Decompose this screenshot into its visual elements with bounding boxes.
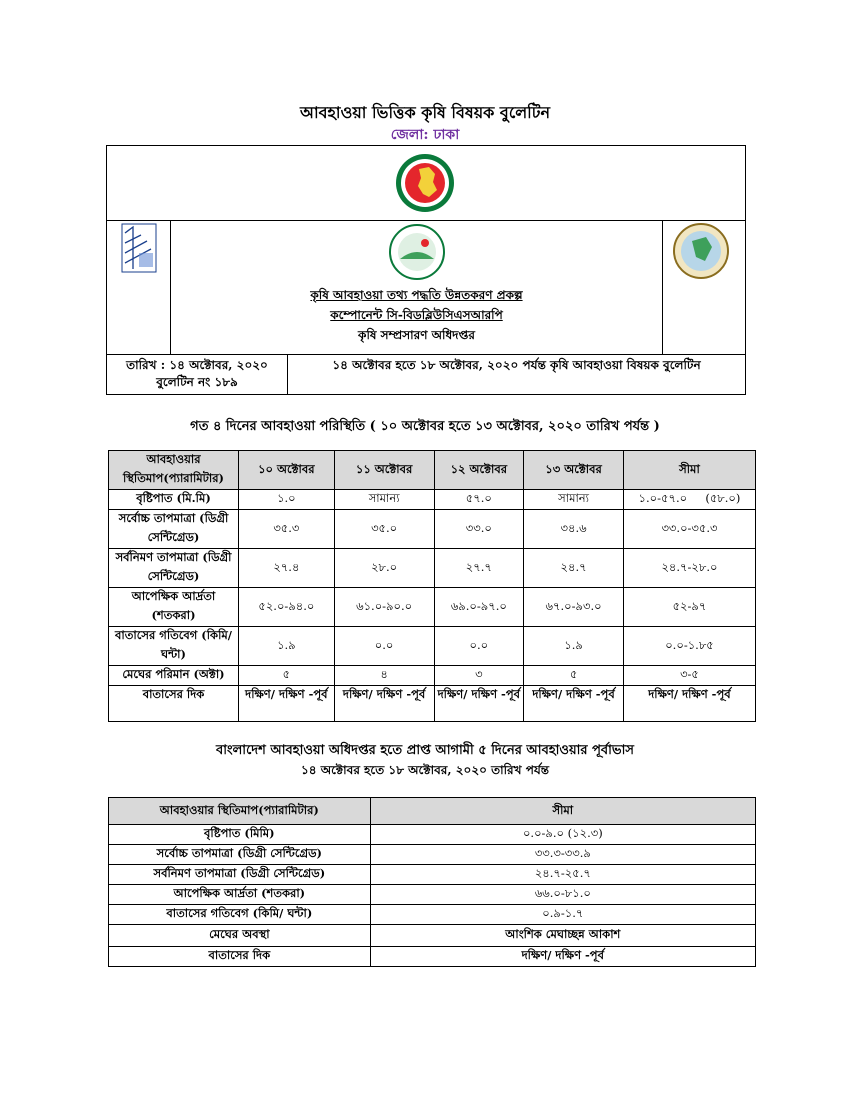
range-cell: ৩-৫ (623, 666, 755, 686)
value-cell: ০.০ (334, 627, 434, 666)
value-cell: ৫৭.০ (434, 490, 524, 510)
table-row (109, 925, 756, 947)
value-cell: ৩৪.৬ (524, 510, 624, 549)
table-row (109, 686, 756, 722)
value-cell: ৬৭.০-৯৩.০ (524, 588, 624, 627)
value-cell: ৩৩.৩-৩৩.৯ (370, 845, 755, 865)
header-middle-row (107, 221, 745, 355)
header-box (106, 145, 746, 395)
header-cell: ১০ অক্টোবর (239, 451, 335, 490)
header-cell: আবহাওয়ার স্থিতিমাপ(প্যারামিটার) (109, 798, 371, 825)
value-cell: দক্ষিণ/ দক্ষিণ -পূর্ব (434, 686, 524, 722)
observed-section-title: গত ৪ দিনের আবহাওয়া পরিস্থিতি ( ১০ অক্টোবর হতে ১৩ অক্টোবর, ২০২০ তারিখ পর্যন্ত ) (190, 419, 660, 434)
value-cell: ৫২.০-৯৪.০ (239, 588, 335, 627)
value-cell: ০.০-৯.০ (১২.৩) (370, 825, 755, 845)
header-cell: সীমা (370, 798, 755, 825)
value-cell: সামান্য (334, 490, 434, 510)
header-left-logo-cell (107, 221, 171, 354)
range-cell: ১.০-৫৭.০ (৫৮.০) (623, 490, 755, 510)
value-cell: ৬১.০-৯০.০ (334, 588, 434, 627)
value-cell: ২৭.৪ (239, 549, 335, 588)
param-cell: বৃষ্টিপাত (মিমি) (109, 825, 371, 845)
date-cell (107, 355, 288, 395)
project-name: কৃষি আবহাওয়া তথ্য পদ্ধতি উন্নতকরণ প্রকল্প (310, 288, 523, 302)
value-cell: ১.৯ (239, 627, 335, 666)
value-cell: দক্ষিণ/ দক্ষিণ -পূর্ব (239, 686, 335, 722)
header-bottom-row (107, 355, 745, 395)
bulletin-date: তারিখ : ১৪ অক্টোবর, ২০২০ (126, 358, 268, 372)
value-cell: ০.৯-১.৭ (370, 905, 755, 925)
param-cell: বাতাসের দিক (109, 686, 239, 722)
project-info-cell (171, 221, 662, 354)
forecast-section-subtitle: ১৪ অক্টোবর হতে ১৮ অক্টোবর, ২০২০ তারিখ পর্যন্ত (300, 763, 550, 777)
header-cell: আবহাওয়ার স্থিতিমাপ(প্যারামিটার) (109, 451, 239, 490)
param-cell: আপেক্ষিক আর্দ্রতা (শতকরা) (109, 885, 371, 905)
range-cell: ৫২-৯৭ (623, 588, 755, 627)
param-cell: আপেক্ষিক আর্দ্রতা (শতকরা) (109, 588, 239, 627)
bulletin-title: আবহাওয়া ভিত্তিক কৃষি বিষয়ক বুলেটিন (299, 103, 551, 122)
table-row (109, 627, 756, 666)
value-cell: ৫ (524, 666, 624, 686)
param-cell: বাতাসের গতিবেগ (কিমি/ ঘন্টা) (109, 905, 371, 925)
table-row (109, 666, 756, 686)
project-component: কম্পোনেন্ট সি-বিডব্লিউসিএসআরপি (330, 308, 503, 322)
value-cell: ৫ (239, 666, 335, 686)
table-row (109, 865, 756, 885)
range-cell: ৩৩.০-৩৫.৩ (623, 510, 755, 549)
table-header-row (109, 451, 756, 490)
value-cell: ২৭.৭ (434, 549, 524, 588)
observed-weather-table (108, 450, 756, 722)
param-cell: মেঘের অবস্থা (109, 925, 371, 947)
value-cell: ৩৫.০ (334, 510, 434, 549)
table-row (109, 549, 756, 588)
param-cell: বাতাসের গতিবেগ (কিমি/ ঘন্টা) (109, 627, 239, 666)
param-cell: মেঘের পরিমান (অক্টা) (109, 666, 239, 686)
header-cell: ১৩ অক্টোবর (524, 451, 624, 490)
value-cell: ৩ (434, 666, 524, 686)
value-cell: ২৮.০ (334, 549, 434, 588)
value-cell: সামান্য (524, 490, 624, 510)
header-top-row (107, 146, 745, 221)
header-cell: ১১ অক্টোবর (334, 451, 434, 490)
project-department: কৃষি সম্প্রসারণ অধিদপ্তর (358, 328, 475, 342)
forecast-section-title: বাংলাদেশ আবহাওয়া অধিদপ্তর হতে প্রাপ্ত আগামী ৫ দিনের আবহাওয়ার পূর্বাভাস (216, 743, 634, 758)
range-cell: ২৪.৭-২৮.০ (623, 549, 755, 588)
value-cell: ০.০ (434, 627, 524, 666)
bulletin-number: বুলেটিন নং ১৮৯ (156, 375, 238, 389)
param-cell: সর্বনিমণ তাপমাত্রা (ডিগ্রী সেন্টিগ্রেড) (109, 549, 239, 588)
table-row (109, 845, 756, 865)
table-row (109, 905, 756, 925)
value-cell: ১.০ (239, 490, 335, 510)
table-header-row (109, 798, 756, 825)
project-logo-icon (387, 223, 447, 281)
value-cell: ১.৯ (524, 627, 624, 666)
value-cell: দক্ষিণ/ দক্ষিণ -পূর্ব (370, 947, 755, 967)
param-cell: সর্বোচ্চ তাপমাত্রা (ডিগ্রী সেন্টিগ্রেড) (109, 845, 371, 865)
param-cell: সর্বনিমণ তাপমাত্রা (ডিগ্রী সেন্টিগ্রেড) (109, 865, 371, 885)
param-cell: সর্বোচ্চ তাপমাত্রা (ডিগ্রী সেন্টিগ্রেড) (109, 510, 239, 549)
value-cell: আংশিক মেঘাচ্ছন্ন আকাশ (370, 925, 755, 947)
value-cell: ৪ (334, 666, 434, 686)
table-row (109, 885, 756, 905)
bulletin-period: ১৪ অক্টোবর হতে ১৮ অক্টোবর, ২০২০ পর্যন্ত কৃষি আবহাওয়া বিষয়ক বুলেটিন (332, 358, 701, 372)
value-cell: দক্ষিণ/ দক্ষিণ -পূর্ব (524, 686, 624, 722)
value-cell: ২৪.৭ (524, 549, 624, 588)
table-row (109, 947, 756, 967)
table-row (109, 490, 756, 510)
param-cell: বাতাসের দিক (109, 947, 371, 967)
header-cell: সীমা (623, 451, 755, 490)
param-cell: বৃষ্টিপাত (মি.মি) (109, 490, 239, 510)
value-cell: দক্ষিণ/ দক্ষিণ -পূর্ব (334, 686, 434, 722)
table-row (109, 588, 756, 627)
range-cell: ০.০-১.৮৫ (623, 627, 755, 666)
header-right-logo-cell (662, 221, 745, 354)
range-cell: দক্ষিণ/ দক্ষিণ -পূর্ব (623, 686, 755, 722)
table-row (109, 825, 756, 845)
dae-logo-icon (672, 223, 730, 279)
header-cell: ১২ অক্টোবর (434, 451, 524, 490)
forecast-table (108, 797, 756, 967)
government-emblem-icon (391, 152, 459, 214)
value-cell: ৬৯.০-৯৭.০ (434, 588, 524, 627)
district-label: জেলা: ঢাকা (390, 127, 460, 143)
value-cell: ৩৫.৩ (239, 510, 335, 549)
value-cell: ৬৬.০-৮১.০ (370, 885, 755, 905)
bmd-logo-icon (121, 223, 157, 273)
value-cell: ৩৩.০ (434, 510, 524, 549)
table-row (109, 510, 756, 549)
value-cell: ২৪.৭-২৫.৭ (370, 865, 755, 885)
